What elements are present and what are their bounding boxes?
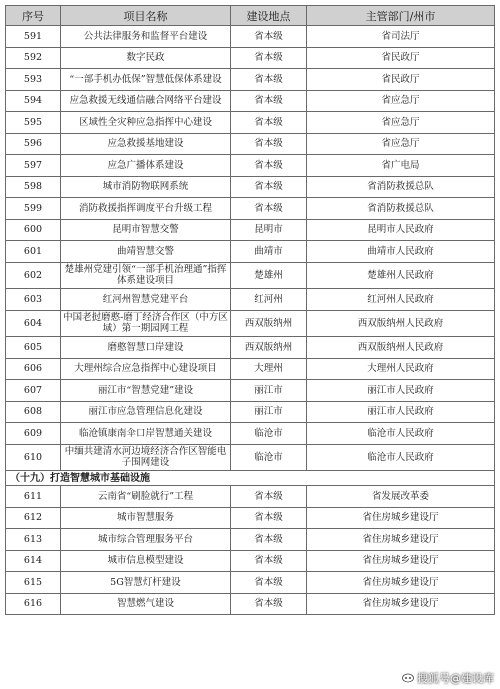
cell-project-name: 5G智慧灯杆建设 xyxy=(61,572,231,594)
table-row xyxy=(6,289,495,311)
table-row xyxy=(6,26,495,48)
cell-department: 省应急厅 xyxy=(307,90,495,112)
cell-project-name: 应急广播体系建设 xyxy=(61,155,231,177)
cell-serial: 609 xyxy=(6,423,61,445)
cell-department: 省司法厅 xyxy=(307,26,495,48)
table-row xyxy=(6,90,495,112)
table-row xyxy=(6,593,495,615)
cell-project-name: 楚雄州党建引领“一部手机治理通”指挥体系建设项目 xyxy=(61,262,231,289)
table-row xyxy=(6,262,495,289)
cell-project-name: 中缅共建清水河边境经济合作区智能电子围网建设 xyxy=(61,444,231,471)
cell-department: 省住房城乡建设厅 xyxy=(307,593,495,615)
cell-location: 省本级 xyxy=(231,572,307,594)
cell-department: 大理州人民政府 xyxy=(307,358,495,380)
cell-location: 省本级 xyxy=(231,155,307,177)
table-row xyxy=(6,69,495,91)
table-row xyxy=(6,380,495,402)
cell-department: 省住房城乡建设厅 xyxy=(307,507,495,529)
cell-serial: 601 xyxy=(6,241,61,263)
cell-department: 西双版纳州人民政府 xyxy=(307,337,495,359)
table-row xyxy=(6,112,495,134)
table-row xyxy=(6,176,495,198)
cell-location: 省本级 xyxy=(231,507,307,529)
table-row xyxy=(6,310,495,337)
cell-location: 西双版纳州 xyxy=(231,337,307,359)
cell-department: 昆明市人民政府 xyxy=(307,219,495,241)
cell-serial: 600 xyxy=(6,219,61,241)
cell-project-name: 应急救援无线通信融合网络平台建设 xyxy=(61,90,231,112)
table-row xyxy=(6,241,495,263)
cell-location: 省本级 xyxy=(231,90,307,112)
cell-location: 大理州 xyxy=(231,358,307,380)
cell-department: 丽江市人民政府 xyxy=(307,380,495,402)
cell-department: 省应急厅 xyxy=(307,112,495,134)
cell-project-name: 磨憨智慧口岸建设 xyxy=(61,337,231,359)
table-header-row xyxy=(6,6,495,26)
cell-serial: 595 xyxy=(6,112,61,134)
cell-project-name: 智慧燃气建设 xyxy=(61,593,231,615)
cell-location: 省本级 xyxy=(231,112,307,134)
cell-location: 省本级 xyxy=(231,529,307,551)
cell-department: 省消防救援总队 xyxy=(307,176,495,198)
cell-project-name: “一部手机办低保”智慧低保体系建设 xyxy=(61,69,231,91)
cell-department: 丽江市人民政府 xyxy=(307,401,495,423)
cell-location: 省本级 xyxy=(231,47,307,69)
cell-serial: 611 xyxy=(6,486,61,508)
cell-serial: 604 xyxy=(6,310,61,337)
table-row xyxy=(6,198,495,220)
cell-serial: 605 xyxy=(6,337,61,359)
cell-department: 省民政厅 xyxy=(307,47,495,69)
cell-project-name: 数字民政 xyxy=(61,47,231,69)
cell-project-name: 临沧镇康南伞口岸智慧通关建设 xyxy=(61,423,231,445)
cell-department: 临沧市人民政府 xyxy=(307,444,495,471)
cell-department: 省发展改革委 xyxy=(307,486,495,508)
cell-location: 昆明市 xyxy=(231,219,307,241)
table-row xyxy=(6,219,495,241)
cell-department: 省住房城乡建设厅 xyxy=(307,572,495,594)
cell-serial: 592 xyxy=(6,47,61,69)
cell-location: 临沧市 xyxy=(231,444,307,471)
table-row xyxy=(6,155,495,177)
table-row xyxy=(6,358,495,380)
cell-serial: 602 xyxy=(6,262,61,289)
cell-serial: 598 xyxy=(6,176,61,198)
cell-department: 省广电局 xyxy=(307,155,495,177)
cell-project-name: 曲靖智慧交警 xyxy=(61,241,231,263)
cell-serial: 606 xyxy=(6,358,61,380)
cell-department: 省住房城乡建设厅 xyxy=(307,529,495,551)
cell-serial: 591 xyxy=(6,26,61,48)
cell-project-name: 公共法律服务和监督平台建设 xyxy=(61,26,231,48)
cell-location: 省本级 xyxy=(231,550,307,572)
cell-project-name: 丽江市应急管理信息化建设 xyxy=(61,401,231,423)
cell-location: 红河州 xyxy=(231,289,307,311)
cell-location: 省本级 xyxy=(231,593,307,615)
cell-serial: 593 xyxy=(6,69,61,91)
cell-serial: 616 xyxy=(6,593,61,615)
cell-location: 省本级 xyxy=(231,133,307,155)
section-row xyxy=(6,471,495,486)
header-serial: 序号 xyxy=(6,6,61,26)
header-department: 主管部门/州市 xyxy=(307,6,495,26)
cell-serial: 608 xyxy=(6,401,61,423)
table-row xyxy=(6,486,495,508)
cell-department: 西双版纳州人民政府 xyxy=(307,310,495,337)
cell-serial: 603 xyxy=(6,289,61,311)
table-row xyxy=(6,444,495,471)
table-body xyxy=(6,26,495,615)
cell-serial: 599 xyxy=(6,198,61,220)
table-row xyxy=(6,401,495,423)
table-row xyxy=(6,423,495,445)
cell-serial: 610 xyxy=(6,444,61,471)
cell-location: 楚雄州 xyxy=(231,262,307,289)
cell-department: 红河州人民政府 xyxy=(307,289,495,311)
cell-project-name: 中国老挝磨憨-磨丁经济合作区（中方区域）第一期园网工程 xyxy=(61,310,231,337)
table-row xyxy=(6,47,495,69)
watermark-text: 搜狐号@建设库 xyxy=(417,672,494,685)
section-title: （十九）打造智慧城市基础设施 xyxy=(6,471,495,486)
cell-department: 曲靖市人民政府 xyxy=(307,241,495,263)
cell-location: 省本级 xyxy=(231,26,307,48)
cell-serial: 612 xyxy=(6,507,61,529)
cell-project-name: 云南省“刷脸就行”工程 xyxy=(61,486,231,508)
cell-location: 省本级 xyxy=(231,176,307,198)
table-row xyxy=(6,507,495,529)
cell-project-name: 丽江市“智慧党建”建设 xyxy=(61,380,231,402)
table-row xyxy=(6,572,495,594)
cell-department: 省消防救援总队 xyxy=(307,198,495,220)
cell-serial: 607 xyxy=(6,380,61,402)
project-table xyxy=(5,5,495,615)
cell-project-name: 大理州综合应急指挥中心建设项目 xyxy=(61,358,231,380)
cell-location: 省本级 xyxy=(231,198,307,220)
cell-location: 曲靖市 xyxy=(231,241,307,263)
cell-project-name: 消防救援指挥调度平台升级工程 xyxy=(61,198,231,220)
cell-location: 省本级 xyxy=(231,486,307,508)
header-location: 建设地点 xyxy=(231,6,307,26)
cell-project-name: 城市智慧服务 xyxy=(61,507,231,529)
cell-location: 西双版纳州 xyxy=(231,310,307,337)
cell-serial: 615 xyxy=(6,572,61,594)
table-row xyxy=(6,337,495,359)
cell-location: 省本级 xyxy=(231,69,307,91)
cell-serial: 597 xyxy=(6,155,61,177)
table-row xyxy=(6,529,495,551)
cell-project-name: 城市综合管理服务平台 xyxy=(61,529,231,551)
cell-project-name: 红河州智慧党建平台 xyxy=(61,289,231,311)
table-row xyxy=(6,550,495,572)
table-row xyxy=(6,133,495,155)
cell-department: 省民政厅 xyxy=(307,69,495,91)
cell-serial: 594 xyxy=(6,90,61,112)
cell-project-name: 昆明市智慧交警 xyxy=(61,219,231,241)
cell-serial: 596 xyxy=(6,133,61,155)
cell-serial: 614 xyxy=(6,550,61,572)
cell-location: 丽江市 xyxy=(231,401,307,423)
cell-department: 楚雄州人民政府 xyxy=(307,262,495,289)
cell-location: 临沧市 xyxy=(231,423,307,445)
watermark xyxy=(402,670,495,686)
cell-project-name: 区域性全灾种应急指挥中心建设 xyxy=(61,112,231,134)
header-project-name: 项目名称 xyxy=(61,6,231,26)
cell-department: 临沧市人民政府 xyxy=(307,423,495,445)
cell-project-name: 城市信息模型建设 xyxy=(61,550,231,572)
cell-department: 省应急厅 xyxy=(307,133,495,155)
cell-project-name: 城市消防物联网系统 xyxy=(61,176,231,198)
cell-serial: 613 xyxy=(6,529,61,551)
sohu-logo-icon xyxy=(402,673,414,683)
cell-project-name: 应急救援基地建设 xyxy=(61,133,231,155)
cell-location: 丽江市 xyxy=(231,380,307,402)
cell-department: 省住房城乡建设厅 xyxy=(307,550,495,572)
